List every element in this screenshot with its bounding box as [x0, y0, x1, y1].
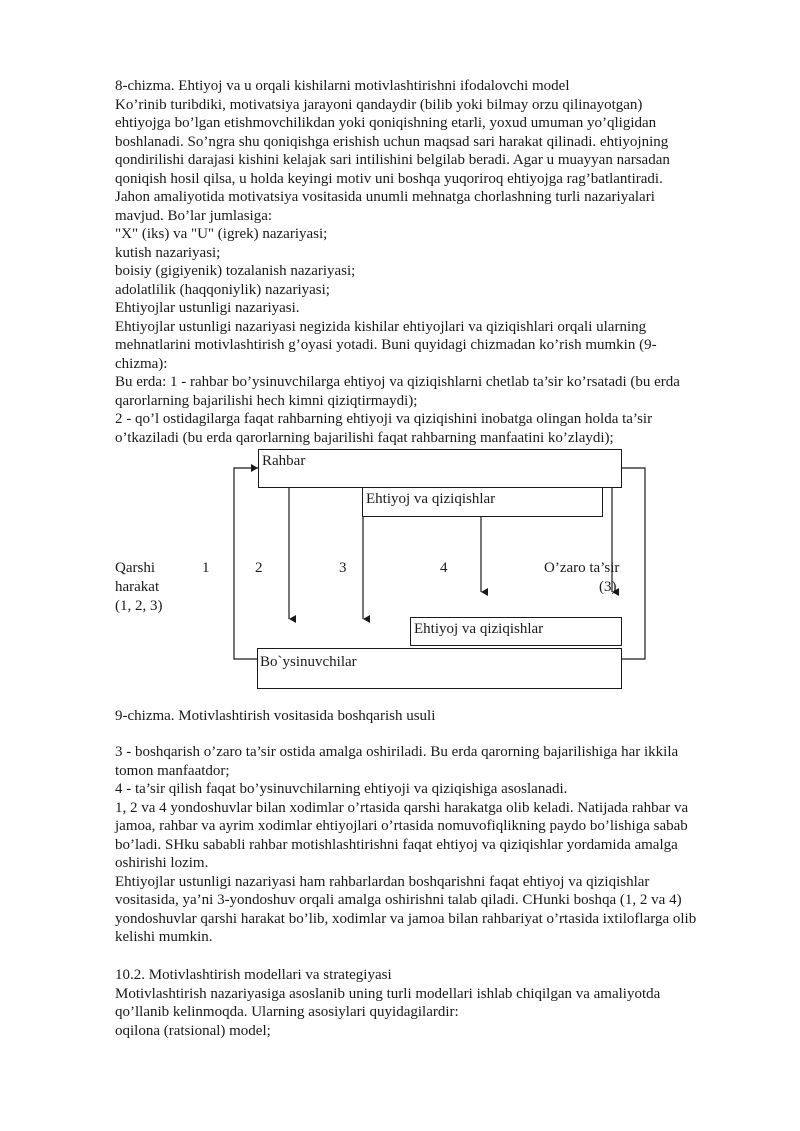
- explanation-text: [115, 743, 715, 947]
- text-line: qo’llanib kelinmoqda. Ularning asosiylari quyidagilardir:: [115, 1004, 459, 1020]
- label-num-3: 3: [339, 560, 347, 576]
- text-line: jamoa, rahbar va ayrim xodimlar ehtiyojlari o’rtasida nomuvofiqlikning paydo bo’lishiga sabab: [115, 818, 688, 834]
- text-line: Bu erda: 1 - rahbar bo’ysinuvchilarga ehtiyoj va qiziqishlarni chetlab ta’sir ko’rsatadi (bu erda: [115, 374, 680, 390]
- text-line: kelishi mumkin.: [115, 929, 213, 945]
- text-line: qondirilishi darajasi kishini kelajak sari intilishini belgilab beradi. Agar u muayyan narsadan: [115, 152, 670, 168]
- box-rahbar-label: Rahbar: [262, 453, 306, 469]
- text-line: qarorlarning bajarilishi hech kimni qiziqtirmaydi);: [115, 392, 418, 409]
- text-line: Ehtiyojlar ustunligi nazariyasi negizida kishilar ehtiyojlari va qiziqishlari orqali ularning: [115, 318, 647, 335]
- text-line: 3 - boshqarish o’zaro ta’sir ostida amalga oshiriladi. Bu erda qarorning bajarilishiga har ikkila: [115, 744, 679, 760]
- left-label-line: (1, 2, 3): [115, 598, 163, 614]
- text-line: o’tkaziladi (bu erda qarorlarning bajarilishi faqat rahbarning manfaatini ko’zlaydi);: [115, 429, 614, 446]
- right-loop-line: [622, 468, 645, 659]
- text-line: oshirishi lozim.: [115, 855, 209, 871]
- list-item: Ehtiyojlar ustunligi nazariyasi.: [115, 300, 300, 316]
- text-line: qoniqish hosil qilsa, u holda keyingi motiv uni boshqa yuqoriroq ehtiyojga rag’batlantiradi.: [115, 170, 663, 187]
- list-item: oqilona (ratsional) model;: [115, 1022, 271, 1039]
- text-line: 4 - ta’sir qilish faqat bo’ysinuvchilarning ehtiyoji va qiziqishiga asoslanadi.: [115, 781, 568, 797]
- text-line: Ehtiyojlar ustunligi nazariyasi ham rahbarlardan boshqarishni faqat ehtiyoj va qiziqishlar: [115, 873, 650, 890]
- label-num-1: 1: [202, 560, 210, 576]
- caption-text: 9-chizma. Motivlashtirish vositasida boshqarish usuli: [115, 708, 436, 724]
- right-label-line: O’zaro ta’sir: [544, 560, 620, 576]
- diagram-caption: [115, 707, 715, 726]
- list-item: "X" (iks) va "U" (igrek) nazariyasi;: [115, 226, 328, 242]
- box-boysinuvchilar-label: Bo`ysinuvchilar: [260, 654, 357, 670]
- text-line: 2 - qo’l ostidagilarga faqat rahbarning ehtiyoji va qiziqishini inobatga olingan holda ta’sir: [115, 411, 653, 427]
- text-line: Ko’rinib turibdiki, motivatsiya jarayoni qandaydir (bilib yoki bilmay orzu qilinayotgan): [115, 96, 643, 113]
- list-item: boisiy (gigiyenik) tozalanish nazariyasi;: [115, 263, 356, 279]
- list-item: adolatlilik (haqqoniylik) nazariyasi;: [115, 281, 330, 298]
- text-line: boshlanadi. So’ngra shu qoniqishga erishish uchun maqsad sari harakat qilinadi. ehtiyojning: [115, 133, 669, 150]
- label-num-4: 4: [440, 560, 448, 576]
- right-label-line: (3): [599, 579, 617, 595]
- list-item: kutish nazariyasi;: [115, 244, 221, 261]
- text-line: Jahon amaliyotida motivatsiya vositasida unumli mehnatga chorlashning turli nazariyalari: [115, 189, 655, 205]
- box-rahbar: [258, 449, 622, 488]
- text-line: vositasida, ya’ni 3-yondoshuv orqali amalga oshirishni talab qiladi. CHunki boshqa (1, 2 va 4): [115, 892, 682, 908]
- text-line: Motivlashtirish nazariyasiga asoslanib uning turli modellari ishlab chiqilgan va amaliyotda: [115, 985, 661, 1002]
- text-line: mavjud. Bo’lar jumlasiga:: [115, 207, 273, 224]
- text-line: ehtiyojga bo’lgan etishmovchilikdan yoki qoniqishning etarli, yoxud umuman yo’qligidan: [115, 115, 657, 131]
- left-label-line: Qarshi: [115, 560, 155, 576]
- box-ehtiyoj-bottom-label: Ehtiyoj va qiziqishlar: [414, 621, 544, 637]
- text-line: tomon manfaatdor;: [115, 762, 230, 779]
- section-text: [115, 966, 715, 1040]
- box-ehtiyoj-top-label: Ehtiyoj va qiziqishlar: [366, 491, 496, 507]
- text-line: 1, 2 va 4 yondoshuvlar bilan xodimlar o’rtasida qarshi harakatga olib keladi. Natijada rahbar va: [115, 799, 689, 816]
- section-heading: 10.2. Motivlashtirish modellari va strategiyasi: [115, 967, 392, 983]
- left-label-line: harakat: [115, 579, 160, 595]
- text-line: bo’ladi. SHku sababli rahbar motishlashtirishni faqat ehtiyoj va qiziqishlar yordamida amalga: [115, 836, 678, 853]
- text-line: chizma):: [115, 355, 168, 372]
- label-num-2: 2: [255, 560, 263, 576]
- text-line: mehnatlarini motivlashtirish g’oyasi yotadi. Buni quyidagi chizmadan ko’rish mumkin (9-: [115, 337, 657, 353]
- text-line: yondoshuvlar qarshi harakat bo’lib, xodimlar va jamoa bilan rahbariyat o’rtasida ixtiloflarga olib: [115, 910, 697, 927]
- text-line: 8-chizma. Ehtiyoj va u orqali kishilarni motivlashtirishni ifodalovchi model: [115, 78, 570, 94]
